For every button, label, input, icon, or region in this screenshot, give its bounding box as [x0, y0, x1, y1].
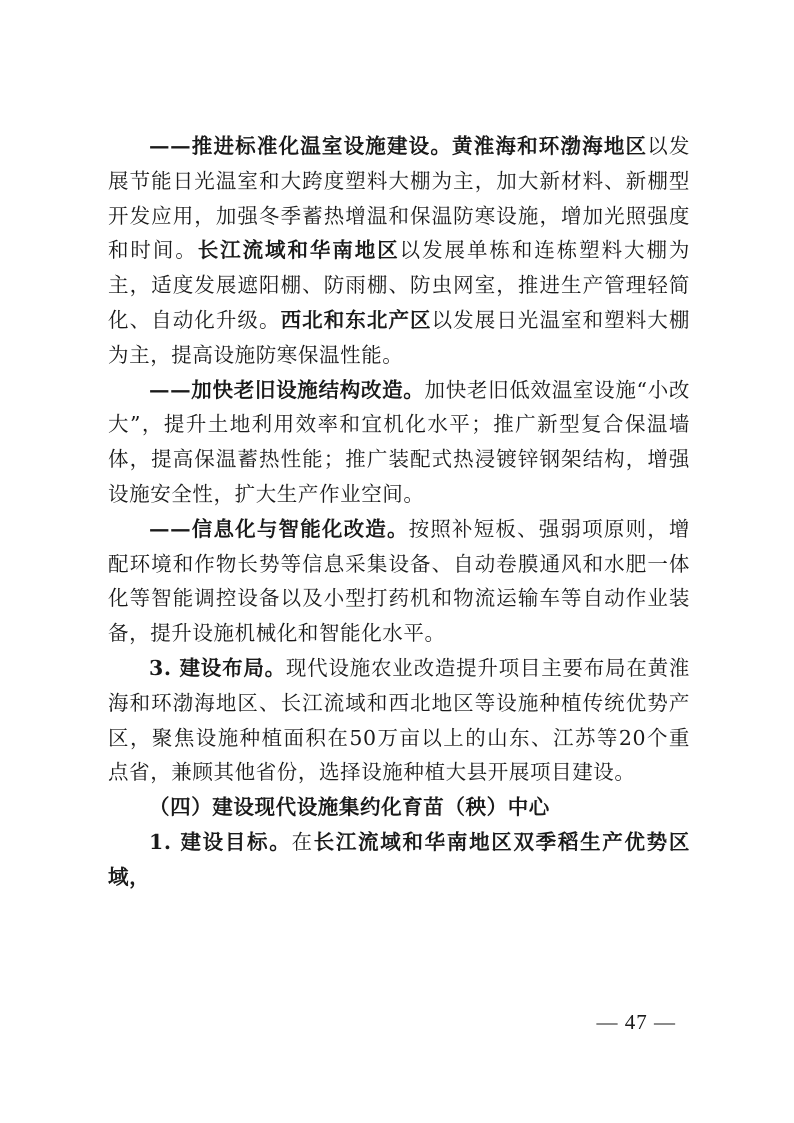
region-term: 黄淮海和环渤海地区	[452, 134, 648, 158]
paragraph-text: 以发展日光温室和塑料大棚为主，提高设施防寒保温性能。	[108, 307, 691, 367]
paragraph-lead: 3. 建设布局。	[149, 655, 286, 680]
paragraph-construction-goal	[108, 825, 690, 895]
region-term: 长江流域和华南地区	[197, 238, 400, 263]
paragraph-old-facility-renovation	[108, 373, 690, 512]
paragraph-lead: ——信息化与智能化改造。	[149, 516, 409, 541]
region-term: 长江流域和华南地区双季稻生产优势区域，	[108, 829, 690, 889]
document-body	[108, 129, 690, 895]
paragraph-lead: ——推进标准化温室设施建设。	[149, 134, 453, 158]
paragraph-text: 以发展单栋和连栋塑料大棚为主，适度发展遮阳棚、防雨棚、防虫网室，推进生产管理轻简化、自动化升级。	[108, 238, 690, 332]
section-heading: （四）建设现代设施集约化育苗（秧）中心	[149, 795, 550, 820]
paragraph-text: 现代设施农业改造提升项目主要布局在黄淮海和环渤海地区、长江流域和西北地区等设施种植传统优势产区，聚焦设施种植面积在50万亩以上的山东、江苏等20个重点省，兼顾其他省份，选择设施种植大县开展项目建设。	[108, 655, 690, 785]
paragraph-construction-layout	[108, 651, 690, 790]
paragraph-text: 按照补短板、强弱项原则，增配环境和作物长势等信息采集设备、自动卷膜通风和水肥一体化等智能调控设备以及小型打药机和物流运输车等自动作业装备，提升设施机械化和智能化水平。	[108, 516, 690, 646]
page-number: — 47 —	[596, 1010, 676, 1034]
paragraph-lead: 1. 建设目标。	[149, 829, 292, 854]
region-term: 西北和东北产区	[280, 307, 432, 332]
paragraph-text: 在	[291, 829, 314, 854]
paragraph-lead: ——加快老旧设施结构改造。	[149, 377, 425, 402]
paragraph-text: 以发展节能日光温室和大跨度塑料大棚为主，加大新材料、新棚型开发应用，加强冬季蓄热增温和保温防寒设施，增加光照强度和时间。	[108, 134, 691, 263]
paragraph-text: 加快老旧低效温室设施“小改大”，提升土地利用效率和宜机化水平；推广新型复合保温墙体，提高保温蓄热性能；推广装配式热浸镀锌钢架结构，增强设施安全性，扩大生产作业空间。	[108, 377, 690, 506]
paragraph-standardized-greenhouse	[108, 129, 690, 373]
paragraph-smart-upgrade	[108, 512, 690, 651]
